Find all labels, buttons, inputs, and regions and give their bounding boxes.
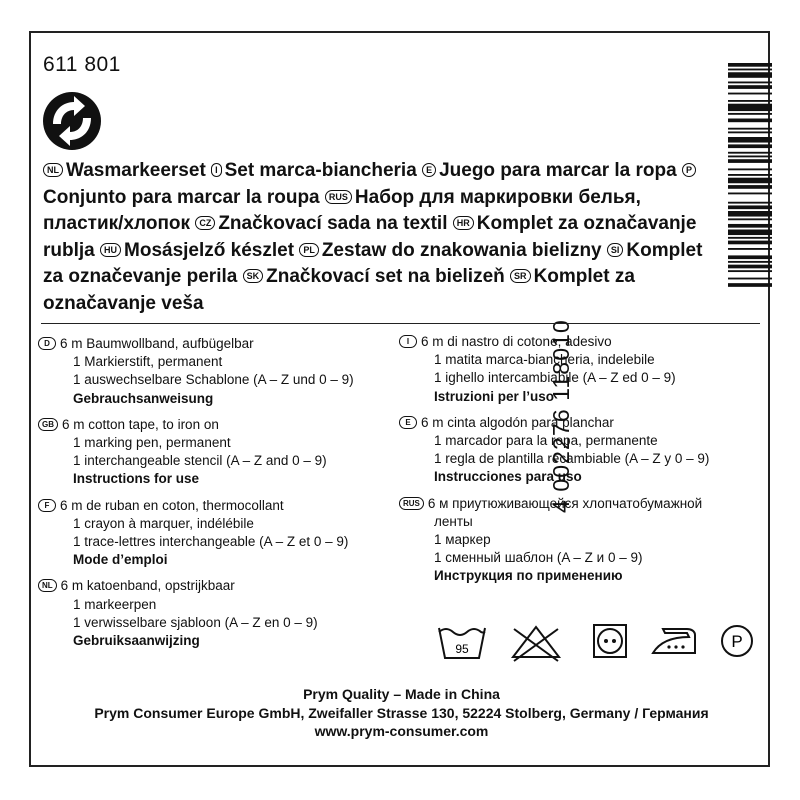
contents-line-text: 1 Markierstift, permanent [73,354,223,370]
contents-line-text: 1 regla de plantilla recambiable (A – Z y 0 – 9) [434,451,710,467]
professional-clean-p-icon [719,623,755,659]
footer-quality: Prym Quality – Made in China [303,686,500,702]
product-title-p: Conjunto para marcar la roupa [43,186,325,208]
wash-95-icon [436,623,488,663]
product-title-rus: Набор для маркировки белья, пластик/хлопок [43,186,641,234]
language-badge-nl: NL [38,579,57,592]
contents-line-text: 6 m Baumwollband, aufbügelbar [60,336,254,351]
contents-line [399,369,759,387]
contents-line-text: 1 interchangeable stencil (A – Z and 0 – 9) [73,453,327,469]
contents-line [38,452,398,470]
product-title-sk: Značkovací set na bielizeň [266,266,511,287]
iron-icon [649,623,699,659]
contents-line-text: 1 matita marca-biancheria, indelebile [434,352,655,368]
contents-line-text: 6 m de ruban en coton, thermocollant [60,497,284,513]
language-badge-hu: HU [100,243,121,257]
language-badge-pl: PL [299,243,319,257]
contents-right-column [399,333,759,594]
instructions-label: Istruzioni per l’uso [434,388,555,404]
contents-line-text: 1 trace-lettres interchangeable (A – Z et 0 – 9) [73,534,349,550]
contents-line [38,596,398,614]
language-badge-i: I [399,335,417,348]
contents-line [38,614,398,632]
contents-line-text: 1 markeerpen [73,596,157,612]
wash-temperature: 95 [455,642,469,656]
product-title-si: Komplet za označevanje perila [43,239,703,287]
contents-line [399,333,759,351]
divider [41,323,760,324]
contents-line-text: 6 m cotton tape, to iron on [62,416,219,432]
instructions-label: Gebruiksaanwijzing [73,633,200,649]
contents-line [399,432,759,450]
contents-line [38,577,398,595]
professional-clean-letter: P [731,632,743,651]
contents-line-text: 1 verwisselbare sjabloon (A – Z en 0 – 9) [73,614,318,630]
contents-line-text: 1 маркер [434,532,491,548]
contents-line-text: 6 m cinta algodón para planchar [421,414,614,430]
footer-address: Prym Consumer Europe GmbH, Zweifaller Strasse 130, 52224 Stolberg, Germany / Германия [94,704,709,721]
language-badge-si: SI [607,243,624,257]
contents-line [38,416,398,434]
language-badge-hr: HR [453,216,474,230]
do-not-bleach-icon [507,623,565,663]
contents-left-column [38,335,398,658]
barcode-bars [728,63,772,323]
contents-line [38,497,398,515]
contents-line-text: 6 m di nastro di cotone, adesivo [421,334,612,349]
footer-website[interactable]: www.prym-consumer.com [314,723,489,739]
language-badge-e: E [399,416,417,429]
language-badge-cz: CZ [195,216,215,230]
contents-block-rus [399,495,759,586]
contents-line [38,533,398,551]
language-badge-rus: RUS [399,497,424,510]
contents-line-text: 1 auswechselbare Schablone (A – Z und 0 – 9) [73,372,354,388]
contents-block-i [399,333,759,406]
contents-block-gb [38,416,398,489]
contents-line [399,450,759,468]
language-badge-sk: SK [243,269,264,283]
contents-line-text: 1 ighello intercambiabile (A – Z ed 0 – 9) [434,370,676,386]
language-badge-d: D [38,337,56,350]
instructions-label: Gebrauchsanweisung [73,390,214,406]
footer [31,685,772,741]
contents-line-text: 1 marcador para la ropa, permanente [434,433,658,449]
product-title-nl: Wasmarkeerset [66,160,212,181]
product-title-i: Set marca-biancheria [224,160,423,181]
product-title-sr: Komplet za označavanje veša [43,266,635,314]
tumble-dry-icon [592,623,628,659]
language-badge-i: I [211,163,222,177]
contents-line-text: 6 м приутюживающейся хлопчатобумажной [427,495,703,511]
contents-line [399,549,759,567]
contents-line-text: 1 marking pen, permanent [73,435,231,451]
article-number: 611 801 [43,53,121,76]
contents-line-text: ленты [434,513,473,529]
contents-line [38,515,398,533]
label-frame [29,31,770,767]
instructions-label: Instructions for use [73,471,200,487]
instructions-label: Instrucciones para uso [434,469,582,485]
contents-line [399,495,759,513]
contents-line [399,414,759,432]
language-badge-f: F [38,499,56,512]
language-badge-p: P [682,163,696,177]
contents-block-f [38,497,398,570]
instructions-label: Mode d’emploi [73,552,168,568]
contents-line [38,335,398,353]
product-title-cz: Značkovací sada na textil [218,213,453,234]
contents-line [38,371,398,389]
contents-line [399,513,759,531]
contents-block-nl [38,577,398,650]
contents-line [399,531,759,549]
contents-block-d [38,335,398,408]
language-badge-e: E [422,163,436,177]
language-badge-nl: NL [43,163,63,177]
contents-block-e [399,414,759,487]
instructions-label: Инструкция по применению [434,568,623,584]
language-badge-sr: SR [510,269,531,283]
language-badge-rus: RUS [325,190,352,204]
contents-line-text: 6 m katoenband, opstrijkbaar [60,578,235,594]
contents-line [38,353,398,371]
green-dot-recycle-icon [41,90,103,152]
contents-line [38,434,398,452]
product-title-pl: Zestaw do znakowania bielizny [321,239,607,261]
contents-line [399,351,759,369]
product-titles [43,158,723,317]
product-title-e: Juego para marcar la ropa [439,160,682,181]
contents-line-text: 1 сменный шаблон (A – Z и 0 – 9) [434,550,643,566]
language-badge-gb: GB [38,418,58,431]
product-title-hu: Mosásjelző készlet [124,239,300,261]
product-title-hr: Komplet za označavanje rublja [43,213,697,261]
barcode-number: 4 002276 118010 [548,319,574,513]
care-symbols [434,623,764,663]
contents-line-text: 1 crayon à marquer, indélébile [73,515,254,531]
